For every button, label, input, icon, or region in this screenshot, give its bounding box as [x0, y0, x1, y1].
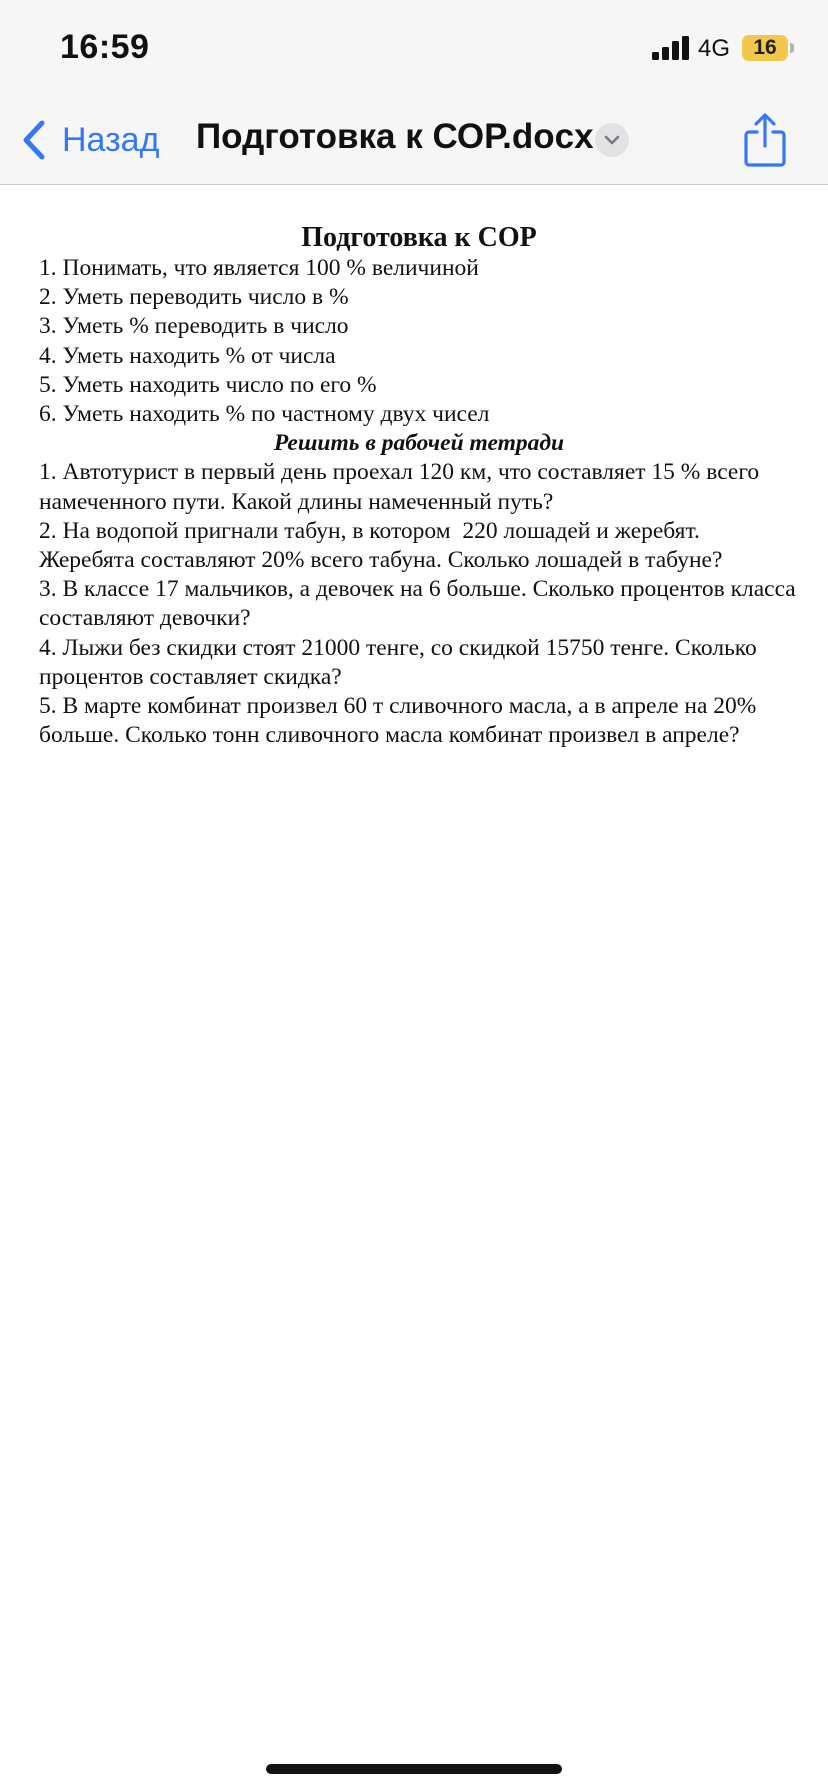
cellular-signal-icon [652, 36, 692, 60]
problems-list [39, 458, 802, 750]
document-page [39, 221, 802, 750]
problem-item: 5. В марте комбинат произвел 60 т сливочного масла, а в апреле на 20% больше. Сколько тонн сливочного масла комбинат произвел в апреле? [39, 693, 763, 749]
problem-item: 4. Лыжи без скидки стоят 21000 тенге, со скидкой 15750 тенге. Сколько процентов составляет скидка? [39, 634, 763, 690]
objective-item: 6. Уметь находить % по частному двух чисел [39, 401, 490, 428]
chevron-left-icon [20, 119, 48, 161]
problem-item: 3. В классе 17 мальчиков, а девочек на 6 больше. Сколько процентов класса составляют девочки? [39, 576, 802, 632]
status-time: 16:59 [60, 28, 150, 66]
problem-item: 2. На водопой пригнали табун, в котором 220 лошадей и жеребят. Жеребята составляют 20% всего табуна. Сколько лошадей в табуне? [39, 517, 723, 574]
share-icon[interactable] [740, 110, 790, 170]
document-title[interactable]: Подготовка к СОР.docx [196, 117, 594, 156]
home-indicator[interactable] [266, 1764, 562, 1774]
objective-item: 5. Уметь находить число по его % [39, 371, 377, 398]
objective-item: 2. Уметь переводить число в % [39, 284, 349, 311]
task-subheading: Решить в рабочей тетради [273, 430, 565, 457]
top-chrome [0, 0, 828, 185]
objective-item: 3. Уметь % переводить в число [39, 313, 349, 340]
chevron-down-icon [603, 134, 621, 146]
battery-cap [790, 43, 794, 53]
battery-level: 16 [753, 36, 777, 59]
objective-item: 4. Уметь находить % от числа [39, 342, 336, 369]
back-button[interactable] [20, 112, 159, 168]
battery-icon [742, 35, 788, 61]
document-view[interactable] [0, 185, 828, 1792]
document-heading: Подготовка к СОР [301, 222, 537, 253]
title-menu-button[interactable] [595, 123, 629, 157]
problem-item: 1. Автотурист в первый день проехал 120 км, что составляет 15 % всего намеченного пути. Какой длины намеченный путь? [39, 459, 766, 515]
back-label: Назад [62, 120, 160, 159]
network-type: 4G [698, 35, 731, 62]
objective-item: 1. Понимать, что является 100 % величиной [39, 255, 479, 281]
objectives-list [39, 254, 799, 429]
